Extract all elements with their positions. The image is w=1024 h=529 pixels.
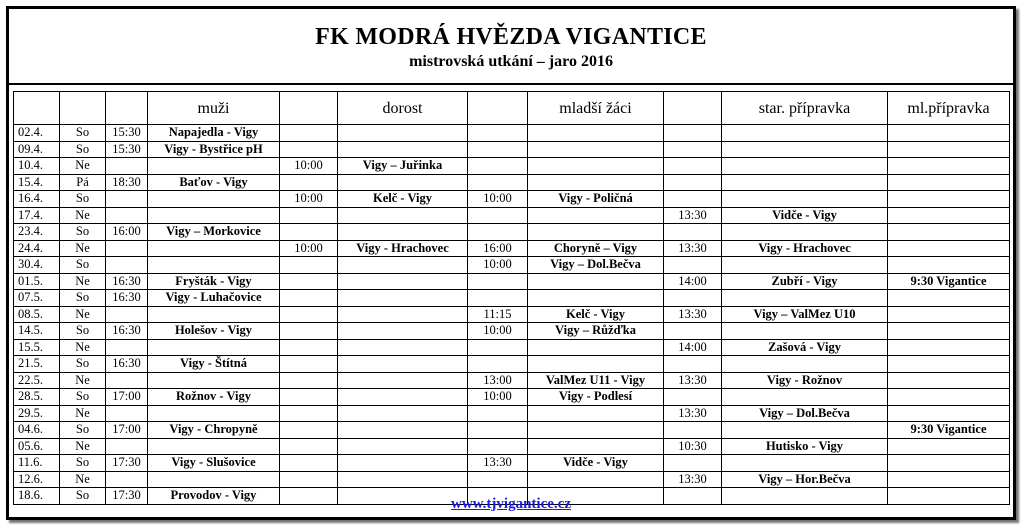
match-cell	[888, 257, 1010, 274]
match-cell	[148, 339, 280, 356]
time-cell	[280, 224, 338, 241]
time-cell	[106, 191, 148, 208]
date-cell: 09.4.	[14, 141, 60, 158]
header	[9, 9, 1013, 85]
match-cell	[338, 141, 468, 158]
table-row	[14, 273, 1010, 290]
footer	[9, 496, 1013, 513]
match-cell	[888, 240, 1010, 257]
match-cell: Vigy - Hrachovec	[722, 240, 888, 257]
page-subtitle: mistrovská utkání – jaro 2016	[409, 53, 613, 70]
match-cell: Vigy – Dol.Bečva	[528, 257, 664, 274]
time-cell: 17:00	[106, 422, 148, 439]
match-cell: Vigy – ValMez U10	[722, 306, 888, 323]
time-cell	[106, 240, 148, 257]
match-cell	[888, 471, 1010, 488]
match-cell: Vigy - Bystřice pH	[148, 141, 280, 158]
time-cell	[280, 257, 338, 274]
time-cell	[468, 174, 528, 191]
match-cell	[338, 389, 468, 406]
time-cell	[468, 141, 528, 158]
match-cell	[722, 389, 888, 406]
time-cell: 11:15	[468, 306, 528, 323]
table-body	[14, 125, 1010, 505]
time-cell: 13:30	[664, 405, 722, 422]
match-cell	[528, 422, 664, 439]
match-cell	[722, 125, 888, 142]
time-cell	[664, 389, 722, 406]
match-cell	[888, 372, 1010, 389]
day-cell: Ne	[60, 339, 106, 356]
table-row	[14, 125, 1010, 142]
match-cell	[148, 207, 280, 224]
time-cell	[106, 306, 148, 323]
date-cell: 01.5.	[14, 273, 60, 290]
match-cell	[338, 207, 468, 224]
time-cell	[664, 455, 722, 472]
match-cell: Vigy - Chropyně	[148, 422, 280, 439]
time-cell	[468, 339, 528, 356]
match-cell	[148, 471, 280, 488]
time-cell	[106, 257, 148, 274]
table-row	[14, 141, 1010, 158]
time-cell	[280, 405, 338, 422]
match-cell: Vigy – Růžďka	[528, 323, 664, 340]
day-cell: So	[60, 356, 106, 373]
date-cell: 29.5.	[14, 405, 60, 422]
time-cell: 13:30	[664, 240, 722, 257]
date-cell: 30.4.	[14, 257, 60, 274]
day-cell: Ne	[60, 207, 106, 224]
date-cell: 17.4.	[14, 207, 60, 224]
match-cell	[338, 356, 468, 373]
date-cell: 12.6.	[14, 471, 60, 488]
match-cell	[888, 141, 1010, 158]
match-cell: Vigy – Dol.Bečva	[722, 405, 888, 422]
day-cell: Ne	[60, 405, 106, 422]
date-cell: 21.5.	[14, 356, 60, 373]
time-cell: 13:30	[468, 455, 528, 472]
table-row	[14, 306, 1010, 323]
match-cell	[528, 405, 664, 422]
match-cell	[722, 422, 888, 439]
match-cell	[888, 389, 1010, 406]
time-cell: 14:00	[664, 273, 722, 290]
match-cell	[888, 356, 1010, 373]
time-cell: 17:30	[106, 488, 148, 505]
match-cell	[338, 174, 468, 191]
match-cell	[528, 158, 664, 175]
time-cell	[280, 471, 338, 488]
day-cell: So	[60, 323, 106, 340]
date-cell: 05.6.	[14, 438, 60, 455]
date-cell: 15.4.	[14, 174, 60, 191]
date-cell: 28.5.	[14, 389, 60, 406]
time-cell: 10:00	[280, 158, 338, 175]
match-cell: Baťov - Vigy	[148, 174, 280, 191]
time-cell	[468, 224, 528, 241]
time-cell	[280, 125, 338, 142]
col-header-dorost: dorost	[338, 92, 468, 125]
time-cell	[280, 389, 338, 406]
match-cell	[338, 273, 468, 290]
match-cell: Vigy - Poličná	[528, 191, 664, 208]
time-cell: 13:00	[468, 372, 528, 389]
match-cell	[338, 323, 468, 340]
match-cell: Napajedla - Vigy	[148, 125, 280, 142]
match-cell: Vigy - Luhačovice	[148, 290, 280, 307]
match-cell	[888, 125, 1010, 142]
table-row	[14, 257, 1010, 274]
time-cell: 13:30	[664, 207, 722, 224]
time-cell	[468, 207, 528, 224]
time-cell	[664, 290, 722, 307]
day-cell: Ne	[60, 158, 106, 175]
col-header-muzi: muži	[148, 92, 280, 125]
table-row	[14, 438, 1010, 455]
time-cell: 10:00	[280, 240, 338, 257]
match-cell: Hutisko - Vigy	[722, 438, 888, 455]
match-cell	[722, 141, 888, 158]
time-cell	[106, 207, 148, 224]
table-row	[14, 422, 1010, 439]
match-cell	[338, 290, 468, 307]
table-header-row	[14, 92, 1010, 125]
day-cell: Ne	[60, 306, 106, 323]
day-cell: So	[60, 191, 106, 208]
match-cell: Zašová - Vigy	[722, 339, 888, 356]
match-cell	[888, 290, 1010, 307]
match-cell	[338, 339, 468, 356]
day-cell: Ne	[60, 438, 106, 455]
date-cell: 07.5.	[14, 290, 60, 307]
match-cell	[888, 224, 1010, 241]
time-cell: 10:00	[468, 257, 528, 274]
day-cell: So	[60, 224, 106, 241]
match-cell	[338, 405, 468, 422]
table-row	[14, 290, 1010, 307]
match-cell	[528, 339, 664, 356]
match-cell: Fryšták - Vigy	[148, 273, 280, 290]
match-cell	[338, 372, 468, 389]
day-cell: So	[60, 389, 106, 406]
time-cell: 13:30	[664, 306, 722, 323]
match-cell	[722, 455, 888, 472]
date-cell: 22.5.	[14, 372, 60, 389]
time-cell: 10:00	[468, 323, 528, 340]
table-row	[14, 405, 1010, 422]
time-cell	[106, 372, 148, 389]
match-cell	[722, 158, 888, 175]
time-cell	[468, 273, 528, 290]
time-cell: 15:30	[106, 141, 148, 158]
match-cell	[148, 158, 280, 175]
match-cell	[888, 158, 1010, 175]
col-header-star-pripravka: star. přípravka	[722, 92, 888, 125]
time-cell	[468, 422, 528, 439]
table-row	[14, 372, 1010, 389]
time-cell	[106, 158, 148, 175]
time-cell: 15:30	[106, 125, 148, 142]
time-cell: 13:30	[664, 372, 722, 389]
match-cell: Choryně – Vigy	[528, 240, 664, 257]
day-cell: So	[60, 125, 106, 142]
match-cell	[338, 224, 468, 241]
time-cell	[468, 290, 528, 307]
match-cell	[528, 224, 664, 241]
time-cell: 17:30	[106, 455, 148, 472]
table-row	[14, 207, 1010, 224]
table-row	[14, 339, 1010, 356]
date-cell: 14.5.	[14, 323, 60, 340]
page-title: FK MODRÁ HVĚZDA VIGANTICE	[315, 24, 707, 50]
table-row	[14, 356, 1010, 373]
time-cell: 10:00	[468, 191, 528, 208]
day-cell: So	[60, 141, 106, 158]
time-cell	[280, 372, 338, 389]
date-cell: 15.5.	[14, 339, 60, 356]
table-row	[14, 240, 1010, 257]
match-cell: Kelč - Vigy	[528, 306, 664, 323]
time-cell	[664, 257, 722, 274]
day-cell: Ne	[60, 273, 106, 290]
time-cell	[664, 224, 722, 241]
table-row	[14, 158, 1010, 175]
time-cell	[280, 356, 338, 373]
time-cell	[280, 290, 338, 307]
match-cell	[888, 339, 1010, 356]
match-cell	[528, 125, 664, 142]
time-cell	[468, 356, 528, 373]
time-cell	[664, 141, 722, 158]
match-cell	[722, 224, 888, 241]
match-cell	[338, 455, 468, 472]
time-cell	[106, 438, 148, 455]
match-cell	[722, 191, 888, 208]
match-cell	[888, 174, 1010, 191]
time-cell: 13:30	[664, 471, 722, 488]
date-cell: 18.6.	[14, 488, 60, 505]
match-cell	[722, 323, 888, 340]
match-cell	[528, 174, 664, 191]
time-cell	[280, 273, 338, 290]
table-row	[14, 191, 1010, 208]
time-cell: 10:00	[280, 191, 338, 208]
time-cell	[106, 339, 148, 356]
match-cell: Holešov - Vigy	[148, 323, 280, 340]
match-cell	[338, 422, 468, 439]
date-cell: 23.4.	[14, 224, 60, 241]
date-cell: 08.5.	[14, 306, 60, 323]
match-cell	[148, 257, 280, 274]
day-cell: So	[60, 422, 106, 439]
time-cell: 16:30	[106, 356, 148, 373]
schedule-sheet	[6, 6, 1016, 520]
time-cell	[664, 125, 722, 142]
date-cell: 24.4.	[14, 240, 60, 257]
match-cell: Provodov - Vigy	[148, 488, 280, 505]
table-row	[14, 174, 1010, 191]
match-cell: Rožnov - Vigy	[148, 389, 280, 406]
date-cell: 04.6.	[14, 422, 60, 439]
time-cell	[468, 405, 528, 422]
table-row	[14, 455, 1010, 472]
date-cell: 10.4.	[14, 158, 60, 175]
time-cell	[664, 174, 722, 191]
match-cell	[722, 290, 888, 307]
time-cell	[106, 471, 148, 488]
match-cell	[338, 471, 468, 488]
time-cell	[664, 191, 722, 208]
time-cell: 16:30	[106, 290, 148, 307]
match-cell: Vigy – Morkovice	[148, 224, 280, 241]
match-cell	[888, 207, 1010, 224]
match-cell: Vigy – Juřinka	[338, 158, 468, 175]
match-cell: Vigy - Rožnov	[722, 372, 888, 389]
match-cell: Vidče - Vigy	[722, 207, 888, 224]
time-cell	[280, 323, 338, 340]
table-row	[14, 389, 1010, 406]
time-cell	[106, 405, 148, 422]
match-cell	[338, 125, 468, 142]
time-cell	[664, 356, 722, 373]
time-cell: 18:30	[106, 174, 148, 191]
day-cell: Ne	[60, 471, 106, 488]
match-cell	[888, 323, 1010, 340]
match-cell	[528, 438, 664, 455]
time-cell	[468, 471, 528, 488]
time-cell: 14:00	[664, 339, 722, 356]
match-cell: Kelč - Vigy	[338, 191, 468, 208]
table-row	[14, 323, 1010, 340]
match-cell	[528, 356, 664, 373]
match-cell	[888, 438, 1010, 455]
day-cell: Ne	[60, 240, 106, 257]
match-cell	[528, 141, 664, 158]
time-cell: 16:00	[106, 224, 148, 241]
match-cell: 9:30 Vigantice	[888, 422, 1010, 439]
match-cell	[888, 455, 1010, 472]
day-cell: Pá	[60, 174, 106, 191]
time-cell	[468, 158, 528, 175]
match-cell: ValMez U11 - Vigy	[528, 372, 664, 389]
day-cell: Ne	[60, 372, 106, 389]
table-row	[14, 471, 1010, 488]
time-cell: 10:30	[664, 438, 722, 455]
time-cell: 10:00	[468, 389, 528, 406]
schedule-table	[13, 91, 1010, 505]
match-cell	[888, 405, 1010, 422]
match-cell: Zubří - Vigy	[722, 273, 888, 290]
match-cell	[888, 191, 1010, 208]
website-link[interactable]: www.tjvigantice.cz	[451, 496, 571, 512]
date-cell: 02.4.	[14, 125, 60, 142]
match-cell	[148, 372, 280, 389]
match-cell	[148, 191, 280, 208]
time-cell	[280, 455, 338, 472]
time-cell	[280, 141, 338, 158]
match-cell	[722, 257, 888, 274]
day-cell: So	[60, 488, 106, 505]
match-cell: Vigy - Hrachovec	[338, 240, 468, 257]
match-cell	[888, 306, 1010, 323]
time-cell: 16:30	[106, 273, 148, 290]
match-cell	[148, 405, 280, 422]
time-cell: 16:00	[468, 240, 528, 257]
match-cell: Vidče - Vigy	[528, 455, 664, 472]
match-cell	[528, 273, 664, 290]
time-cell	[280, 306, 338, 323]
time-cell: 17:00	[106, 389, 148, 406]
match-cell: Vigy - Slušovice	[148, 455, 280, 472]
table-row	[14, 224, 1010, 241]
match-cell: Vigy - Podlesí	[528, 389, 664, 406]
match-cell	[148, 438, 280, 455]
match-cell	[722, 356, 888, 373]
match-cell: 9:30 Vigantice	[888, 273, 1010, 290]
time-cell	[664, 422, 722, 439]
time-cell	[280, 207, 338, 224]
match-cell	[148, 240, 280, 257]
time-cell	[664, 323, 722, 340]
time-cell	[468, 125, 528, 142]
time-cell	[280, 422, 338, 439]
match-cell: Vigy – Hor.Bečva	[722, 471, 888, 488]
date-cell: 11.6.	[14, 455, 60, 472]
match-cell	[528, 290, 664, 307]
time-cell	[280, 174, 338, 191]
match-cell: Vigy - Štítná	[148, 356, 280, 373]
match-cell	[528, 471, 664, 488]
day-cell: So	[60, 290, 106, 307]
match-cell	[528, 207, 664, 224]
time-cell	[280, 339, 338, 356]
col-header-mladsi-zaci: mladší žáci	[528, 92, 664, 125]
day-cell: So	[60, 257, 106, 274]
time-cell	[664, 158, 722, 175]
match-cell	[338, 257, 468, 274]
match-cell	[338, 438, 468, 455]
day-cell: So	[60, 455, 106, 472]
match-cell	[338, 306, 468, 323]
col-header-ml-pripravka: ml.přípravka	[888, 92, 1010, 125]
match-cell	[722, 174, 888, 191]
time-cell	[280, 438, 338, 455]
match-cell	[148, 306, 280, 323]
time-cell	[468, 438, 528, 455]
time-cell: 16:30	[106, 323, 148, 340]
date-cell: 16.4.	[14, 191, 60, 208]
